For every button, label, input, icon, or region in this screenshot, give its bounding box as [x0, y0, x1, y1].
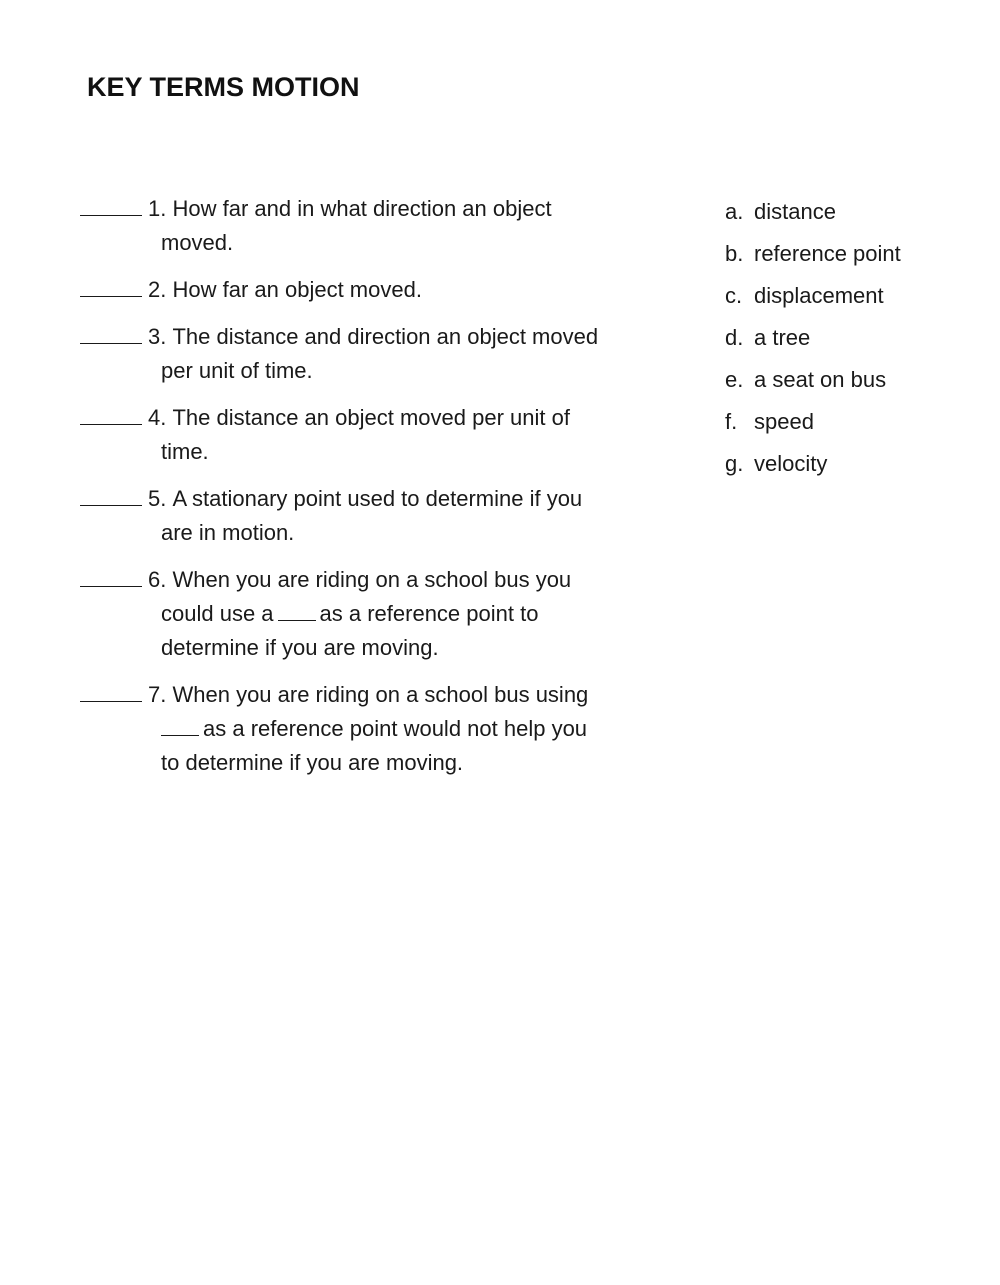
choice-letter: e. — [725, 367, 744, 392]
question-text-cont: moved. — [161, 230, 234, 255]
question-text: The distance an object moved per unit of — [172, 405, 570, 430]
answer-blank-4[interactable] — [80, 402, 142, 425]
question-text: How far an object moved. — [172, 277, 422, 302]
question-text: as a reference point would not help you — [203, 716, 588, 741]
question-number: 2. — [148, 277, 167, 302]
question-text: as a reference point to — [319, 601, 539, 626]
answer-blank-2[interactable] — [80, 274, 142, 297]
choice-letter: c. — [725, 283, 743, 308]
question-number: 6. — [148, 567, 167, 592]
question-text: How far and in what direction an object — [172, 196, 552, 221]
choice-text: distance — [754, 199, 836, 224]
question-number: 5. — [148, 486, 167, 511]
answer-choice-a — [725, 198, 985, 226]
question-text-cont: are in motion. — [161, 520, 295, 545]
inline-blank — [161, 715, 199, 736]
choice-letter: f. — [725, 409, 738, 434]
question-text: The distance and direction an object moved — [172, 324, 599, 349]
answer-choice-g — [725, 450, 985, 478]
choice-letter: g. — [725, 451, 744, 476]
choice-text: displacement — [754, 283, 884, 308]
choice-letter: a. — [725, 199, 744, 224]
answer-blank-6[interactable] — [80, 564, 142, 587]
question-2 — [80, 273, 660, 307]
choice-text: a tree — [754, 325, 811, 350]
question-7 — [80, 678, 660, 780]
choice-text: a seat on bus — [754, 367, 887, 392]
answer-choice-e — [725, 366, 985, 394]
question-3 — [80, 320, 660, 388]
question-list — [80, 192, 660, 793]
question-4 — [80, 401, 660, 469]
question-1 — [80, 192, 660, 260]
page-title: KEY TERMS MOTION — [87, 72, 360, 102]
choice-letter: b. — [725, 241, 744, 266]
question-number: 1. — [148, 196, 167, 221]
answer-blank-7[interactable] — [80, 679, 142, 702]
inline-blank — [278, 600, 316, 621]
question-6 — [80, 563, 660, 665]
question-text: When you are riding on a school bus using — [172, 682, 589, 707]
answer-choices — [725, 198, 985, 492]
choice-text: reference point — [754, 241, 901, 266]
question-number: 4. — [148, 405, 167, 430]
answer-choice-d — [725, 324, 985, 352]
answer-choice-f — [725, 408, 985, 436]
choice-text: velocity — [754, 451, 828, 476]
question-text-cont: time. — [161, 439, 209, 464]
question-text: could use a — [161, 601, 274, 626]
answer-blank-3[interactable] — [80, 321, 142, 344]
question-text-cont — [80, 712, 660, 746]
question-text-cont — [80, 597, 660, 631]
answer-choice-b — [725, 240, 985, 268]
choice-text: speed — [754, 409, 814, 434]
answer-blank-1[interactable] — [80, 193, 142, 216]
choice-letter: d. — [725, 325, 744, 350]
question-5 — [80, 482, 660, 550]
question-text-cont: determine if you are moving. — [161, 635, 439, 660]
question-text-cont: to determine if you are moving. — [161, 750, 464, 775]
question-number: 7. — [148, 682, 167, 707]
question-text: When you are riding on a school bus you — [172, 567, 572, 592]
question-text: A stationary point used to determine if you — [172, 486, 583, 511]
question-number: 3. — [148, 324, 167, 349]
answer-blank-5[interactable] — [80, 483, 142, 506]
question-text-cont: per unit of time. — [161, 358, 313, 383]
answer-choice-c — [725, 282, 985, 310]
